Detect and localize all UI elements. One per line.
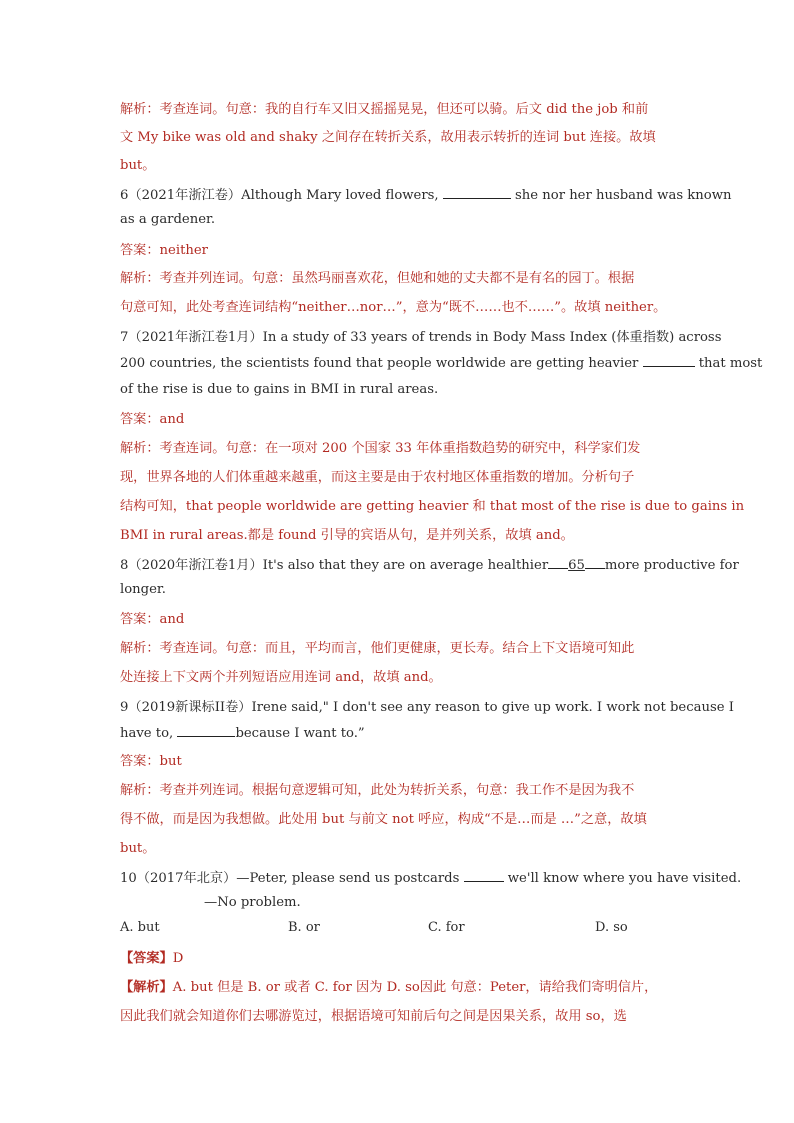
q9-stem-line-1: 9（2019新课标II卷）Irene said," I don't see any reason to give up work. I work not because I [120, 700, 734, 715]
q7-stem-a: 200 countries, the scientists found that people worldwide are getting heavier [120, 356, 643, 371]
q7-analysis-line-4: BMI in rural areas.都是 found 引导的宾语从句，是并列关系，故填 and。 [120, 528, 574, 543]
q10-analysis-line-2: 因此我们就会知道你们去哪游览过，根据语境可知前后句之间是因果关系，故用 so，选 [120, 1009, 627, 1024]
q8-stem-line-2: longer. [120, 582, 166, 597]
q9-stem-line-2 [120, 724, 365, 741]
q7-analysis-line-2: 现，世界各地的人们体重越来越重，而这主要是由于农村地区体重指数的增加。分析句子 [120, 470, 635, 485]
q10-stem-line-1 [120, 867, 741, 886]
q8-answer: 答案：and [120, 612, 185, 627]
q10-blank [464, 869, 504, 882]
q8-analysis-line-1: 解析：考查连词。句意：而且，平均而言，他们更健康，更长寿。结合上下文语境可知此 [120, 641, 635, 656]
q10-option-d: D. so [595, 920, 628, 935]
q7-analysis-line-1: 解析：考查连词。句意：在一项对 200 个国家 33 年体重指数趋势的研究中，科学家们发 [120, 441, 641, 456]
q10-answer-tag: 【答案】 [120, 951, 173, 966]
q6-answer: 答案：neither [120, 243, 208, 258]
q10-option-b: B. or [288, 920, 320, 935]
q8-analysis-line-2: 处连接上下文两个并列短语应用连词 and，故填 and。 [120, 670, 442, 685]
q5-analysis-line-3: but。 [120, 158, 156, 173]
q7-blank [643, 354, 695, 367]
q9-stem-a: have to, [120, 726, 178, 741]
q5-analysis-line-2: 文 My bike was old and shaky 之间存在转折关系，故用表示转折的连词 but 连接。故填 [120, 130, 656, 145]
q10-answer [120, 947, 183, 966]
q10-analysis-tag: 【解析】 [120, 980, 173, 995]
q10-option-a: A. but [120, 920, 160, 935]
q10-answer-value: D [172, 951, 184, 966]
q7-analysis-line-3: 结构可知，that people worldwide are getting heavier 和 that most of the rise is due to gains in [120, 499, 745, 514]
q9-stem-b: because I want to.” [235, 726, 365, 741]
q6-analysis-line-1: 解析：考查并列连词。句意：虽然玛丽喜欢花，但她和她的丈夫都不是有名的园丁。根据 [120, 271, 635, 286]
q7-answer: 答案：and [120, 412, 185, 427]
q8-stem-line-1 [120, 554, 739, 573]
q6-blank [443, 186, 511, 199]
q10-analysis-line-1 [120, 976, 657, 995]
q5-analysis-line-1: 解析：考查连词。句意：我的自行车又旧又摇摇晃晃，但还可以骑。后文 did the job 和前 [120, 102, 649, 117]
q6-stem-a: 6（2021年浙江卷）Although Mary loved flowers, [120, 188, 443, 203]
q7-stem-b: that most [694, 356, 763, 371]
q6-stem-line-2: as a gardener. [120, 212, 216, 227]
q7-stem-line-2 [120, 354, 762, 371]
q10-analysis-text-1: A. but 但是 B. or 或者 C. for 因为 D. so因此 句意：Peter，请给我们寄明信片， [172, 980, 658, 995]
q8-stem-b: more productive for [604, 558, 739, 573]
q6-stem-b: she nor her husband was known [510, 188, 732, 203]
q9-blank [177, 724, 235, 737]
q9-analysis-line-2: 得不做，而是因为我想做。此处用 but 与前文 not 呼应，构成“不是…而是 …”之意，故填 [120, 812, 647, 827]
q9-analysis-line-1: 解析：考查并列连词。根据句意逻辑可知，此处为转折关系，句意：我工作不是因为我不 [120, 783, 635, 798]
q9-answer: 答案：but [120, 754, 182, 769]
q8-blank-right [585, 556, 605, 569]
q7-stem-line-3: of the rise is due to gains in BMI in rural areas. [120, 382, 439, 397]
q10-stem-b: we'll know where you have visited. [503, 871, 742, 886]
q6-stem-line-1 [120, 184, 731, 203]
q6-analysis-line-2: 句意可知，此处考查连词结构“neither…nor…”，意为“既不……也不……”。故填 neither。 [120, 300, 667, 315]
q10-stem-line-2: —No problem. [204, 895, 301, 910]
q10-stem-a: 10（2017年北京）—Peter, please send us postcards [120, 871, 464, 886]
q10-option-c: C. for [428, 920, 465, 935]
q8-stem-a: 8（2020年浙江卷1月）It's also that they are on average healthier [120, 558, 549, 573]
q7-stem-line-1: 7（2021年浙江卷1月）In a study of 33 years of trends in Body Mass Index (体重指数) across [120, 330, 722, 345]
q9-analysis-line-3: but。 [120, 841, 156, 856]
q8-blank-number: 65 [568, 558, 585, 573]
q8-blank-left [548, 556, 568, 569]
